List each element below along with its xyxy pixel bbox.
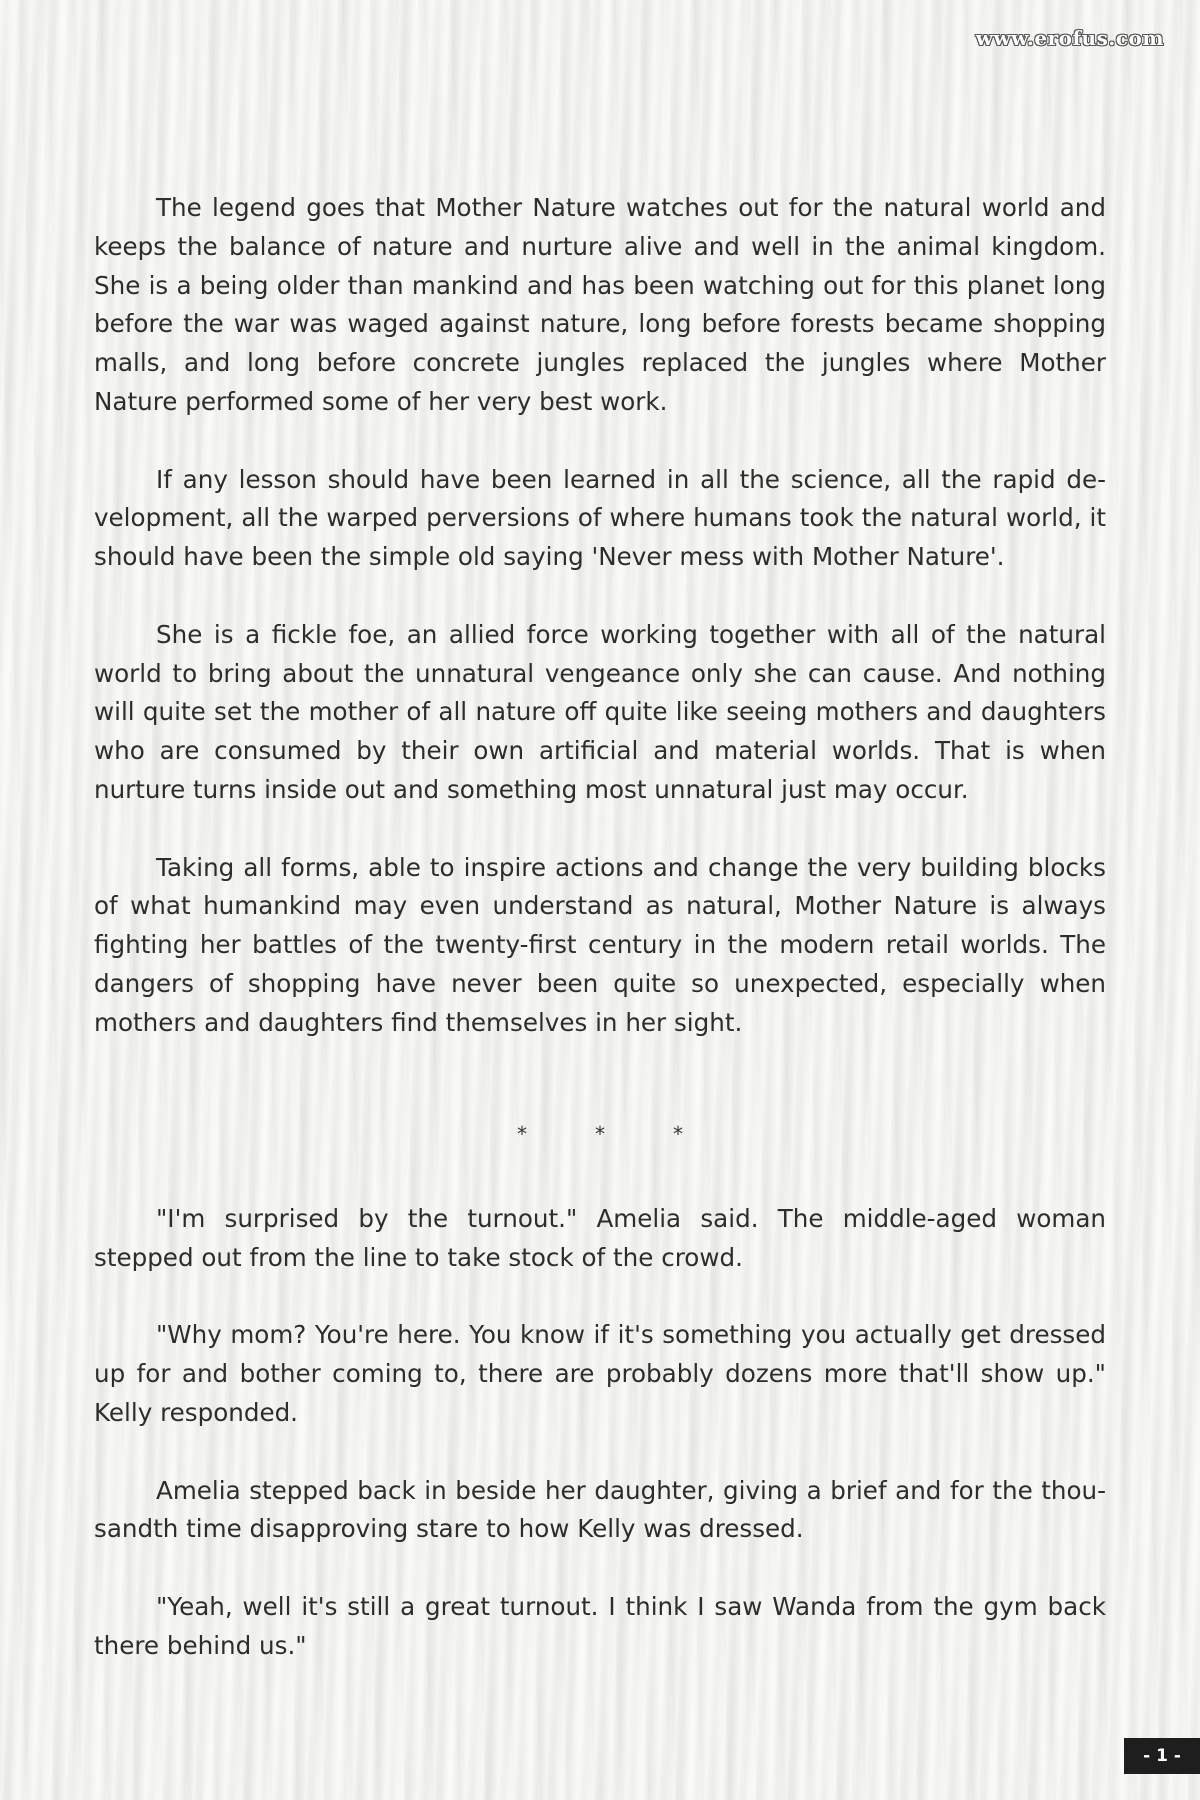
story-body: [94, 1200, 1106, 1666]
separator-asterisk: *: [517, 1122, 527, 1146]
separator-asterisk: *: [673, 1122, 683, 1146]
paragraph-intro-3: She is a fickle foe, an allied force working together with all of the natural world to bring about the unnatural vengeance only she can cause. And nothing will quite set the mother of all nature off quite like seeing mothers and daughters who are consumed by their own artificial and material worlds. That is when nurture turns inside out and something most unnatural just may occur.: [94, 619, 1106, 804]
separator-asterisk: *: [595, 1122, 605, 1146]
paragraph-intro-2: If any lesson should have been learned in all the science, all the rapid development, all the warped perversions of where humans took the natural world, it should have been the simple old saying 'Never mess with Mother Nature'.: [94, 464, 1106, 572]
paragraph-gap: [94, 1549, 1106, 1588]
page-body: [94, 189, 1106, 1043]
paragraph-story-3: Amelia stepped back in beside her daughter, giving a brief and for the thousandth time disapproving stare to how Kelly was dressed.: [94, 1475, 1106, 1544]
paragraph-story-1: "I'm surprised by the turnout." Amelia said. The middle-aged woman stepped out from the line to take stock of the crowd.: [94, 1204, 1106, 1272]
paragraph-gap: [94, 810, 1106, 849]
page-number-badge: - 1 -: [1124, 1738, 1200, 1774]
paragraph-intro-4: Taking all forms, able to inspire actions and change the very building blocks of what humankind may even understand as natural, Mother Nature is always fighting her battles of the twenty-first century in the modern retail worlds. The dangers of shopping have never been quite so unexpected, especially when mothers and daughters find themselves in her sight.: [94, 852, 1106, 1037]
paragraph-gap: [94, 577, 1106, 616]
paragraph-gap: [94, 422, 1106, 461]
section-separator: [0, 1122, 1200, 1146]
paragraph-story-4: "Yeah, well it's still a great turnout. I think I saw Wanda from the gym back there behind us.": [94, 1591, 1106, 1660]
paragraph-intro-1: The legend goes that Mother Nature watches out for the natural world and keeps the balance of nature and nurture alive and well in the animal kingdom. She is a being older than mankind and has been watching out for this planet long before the war was waged against nature, long before forests became shopping malls, and long before concrete jungles replaced the jungles where Mother Nature performed some of her very best work.: [94, 193, 1106, 416]
paragraph-gap: [94, 1433, 1106, 1472]
paragraph-story-2: "Why mom? You're here. You know if it's something you actually get dressed up for and bother coming to, there are probably dozens more that'll show up." Kelly responded.: [94, 1320, 1106, 1427]
watermark: www.erofus.com: [975, 26, 1164, 50]
paragraph-gap: [94, 1278, 1106, 1317]
